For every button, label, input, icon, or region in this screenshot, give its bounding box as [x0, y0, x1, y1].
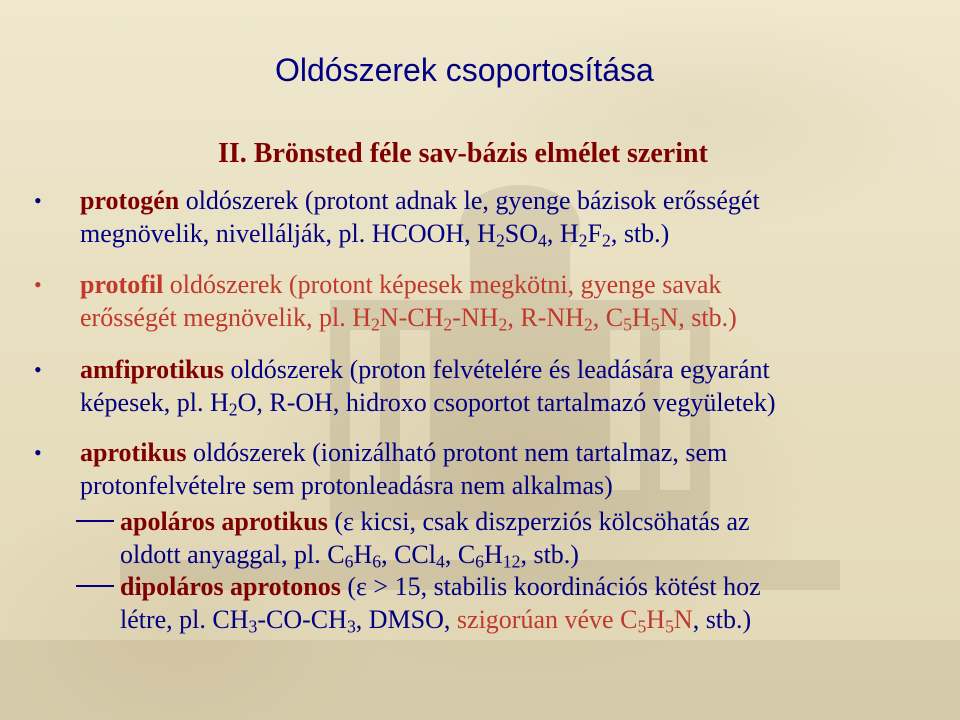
- subscript: 2: [601, 230, 611, 251]
- subbullet-term: dipoláros aprotonos: [120, 572, 341, 601]
- subscript: 4: [538, 230, 547, 251]
- bullet-text: , H: [546, 219, 579, 248]
- subbullet-text: -CO-CH: [257, 605, 347, 634]
- bullet-text: F: [587, 219, 602, 248]
- subscript: 5: [650, 314, 660, 335]
- subscript: 3: [248, 616, 258, 637]
- highlight-text-part: N: [673, 605, 693, 634]
- slide-title: Oldószerek csoportosítása: [275, 52, 654, 88]
- dash-icon: [76, 520, 114, 522]
- bullet-dot-icon: •: [34, 440, 42, 465]
- subbullet-text: (ε kicsi, csak diszperziós kölcsöhatás az: [327, 507, 750, 536]
- bullet-protogen: [34, 184, 950, 251]
- subbullet-text: oldott anyaggal, pl. C: [120, 540, 345, 569]
- subscript: 12: [502, 551, 521, 572]
- bullet-text: megnövelik, nivellálják, pl. HCOOH, H: [80, 219, 496, 248]
- dash-icon: [76, 585, 114, 587]
- bullet-text: -NH: [452, 303, 499, 332]
- bullet-text: képesek, pl. H: [80, 388, 229, 417]
- subscript: 2: [495, 230, 505, 251]
- bullet-dot-icon: •: [34, 357, 42, 382]
- bullet-text: , stb.): [610, 219, 670, 248]
- bullet-dot-icon: •: [34, 188, 42, 213]
- subbullet-text: , CCl: [381, 540, 436, 569]
- bullet-text: oldószerek (ionizálható protont nem tartalmaz, sem: [186, 438, 728, 467]
- bullet-aprotikus: [34, 436, 950, 502]
- bullet-text: oldószerek (protont képesek megkötni, gyenge savak: [163, 270, 722, 299]
- bullet-term: amfiprotikus: [80, 355, 224, 384]
- subbullet-text: (ε > 15, stabilis koordinációs kötést hoz: [340, 572, 761, 601]
- subscript: 2: [371, 314, 380, 335]
- highlight-text: [456, 605, 693, 637]
- bullet-text: oldószerek (protont adnak le, gyenge bázisok erősségét: [179, 186, 760, 215]
- bullet-protofil: [34, 268, 950, 335]
- subscript: 2: [228, 399, 238, 420]
- subbullet-text: , DMSO,: [355, 605, 457, 634]
- subscript: 5: [637, 616, 647, 637]
- bullet-text: protonfelvételre sem protonleadásra nem alkalmas): [80, 471, 613, 500]
- bullet-term: aprotikus: [80, 438, 187, 467]
- subbullet-text: , C: [444, 540, 476, 569]
- slide-subtitle: II. Brönsted féle sav-bázis elmélet szerint: [218, 138, 708, 169]
- subscript: 2: [443, 314, 453, 335]
- subscript: 6: [344, 551, 354, 572]
- subscript: 5: [665, 616, 674, 637]
- subscript: 2: [578, 230, 588, 251]
- bullet-text: oldószerek (proton felvételére és leadására egyaránt: [224, 355, 770, 384]
- bullet-text: , C: [592, 303, 624, 332]
- bullet-text: , R-NH: [507, 303, 584, 332]
- subbullet-text: , stb.): [692, 605, 752, 634]
- bullet-text: O, R-OH, hidroxo csoportot tartalmazó vegyületek): [237, 388, 776, 417]
- bullet-text: N-CH: [379, 303, 444, 332]
- subbullet-text: H: [484, 540, 503, 569]
- subscript: 6: [475, 551, 485, 572]
- bullet-term: protofil: [80, 270, 164, 299]
- subbullet-apolaros: [120, 505, 940, 571]
- subscript: 6: [372, 551, 382, 572]
- bullet-text: SO: [504, 219, 539, 248]
- bullet-amfiprotikus: [34, 353, 950, 420]
- highlight-text-part: H: [646, 605, 666, 634]
- subbullet-text: H: [353, 540, 373, 569]
- bullet-text: N, stb.): [659, 303, 737, 332]
- subscript: 2: [583, 314, 593, 335]
- bullet-text: erősségét megnövelik, pl. H: [80, 303, 371, 332]
- subscript: 5: [623, 314, 632, 335]
- subbullet-dipolaros: [120, 570, 940, 636]
- subscript: 4: [435, 551, 445, 572]
- subbullet-term: apoláros aprotikus: [120, 507, 328, 536]
- bullet-text: H: [631, 303, 651, 332]
- highlight-text-part: szigorúan véve C: [456, 605, 638, 634]
- subscript: 2: [498, 314, 508, 335]
- bullet-term: protogén: [80, 186, 180, 215]
- subbullet-text: , stb.): [520, 540, 579, 569]
- subbullet-text: létre, pl. CH: [120, 605, 249, 634]
- subscript: 3: [346, 616, 356, 637]
- bullet-dot-icon: •: [34, 272, 42, 297]
